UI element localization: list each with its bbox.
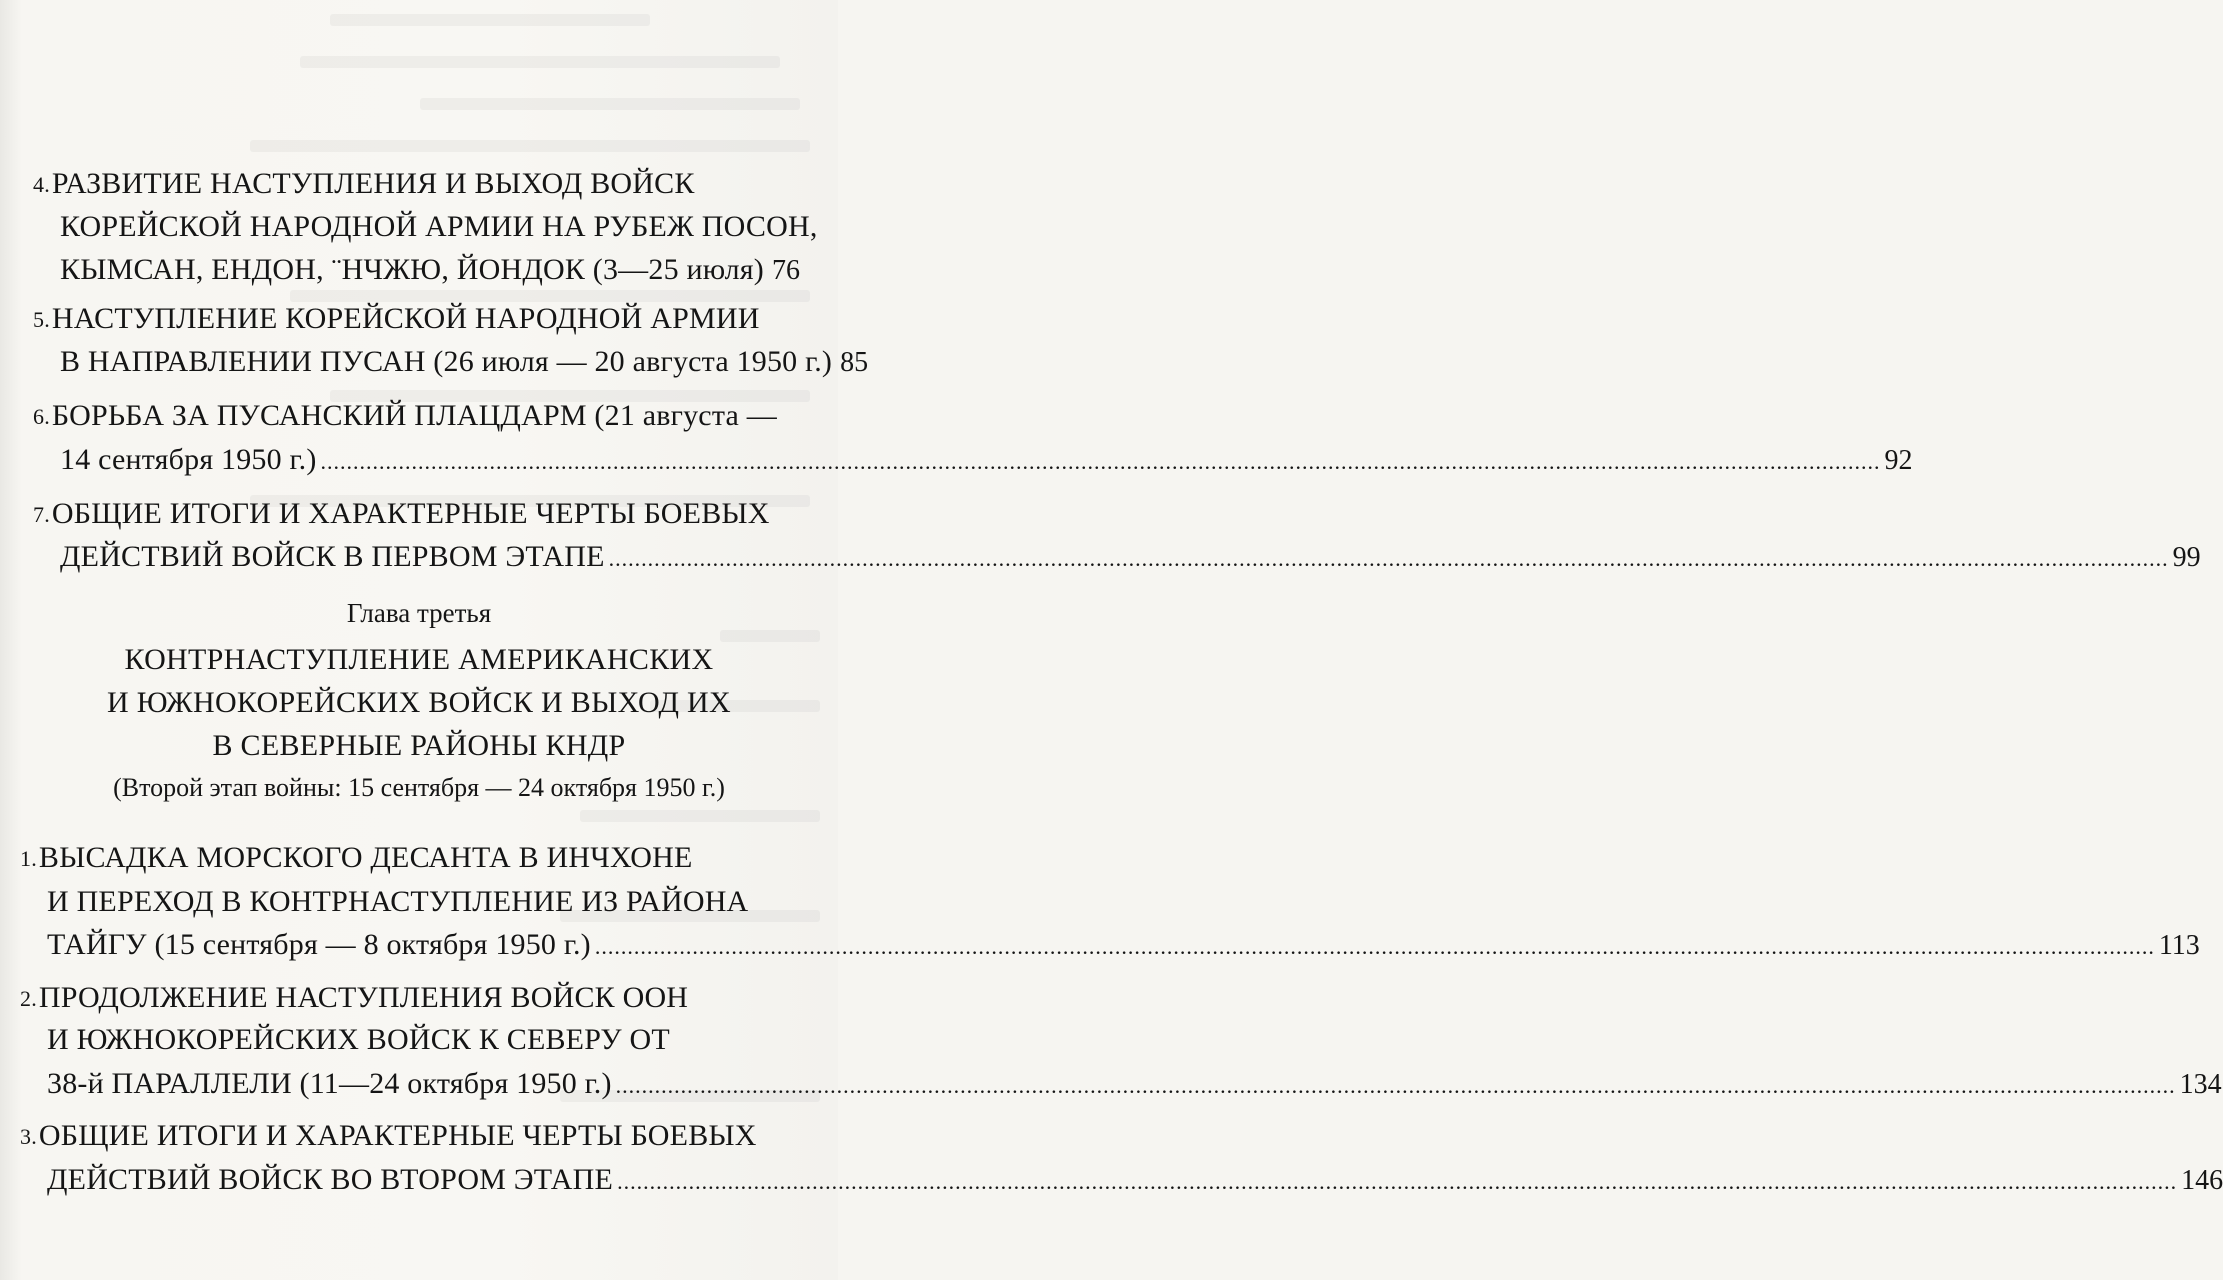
toc-page-number: 134	[2179, 1069, 2222, 1100]
toc-entry-title: ДЕЙСТВИЙ ВОЙСК ВО ВТОРОМ ЭТАПЕ	[47, 1163, 614, 1196]
toc-entry-1-line-1	[0, 838, 838, 878]
toc-entry-title: И ЮЖНОКОРЕЙСКИХ ВОЙСК К СЕВЕРУ ОТ	[47, 1023, 670, 1056]
toc-entry-title: 38-й ПАРАЛЛЕЛИ (11—24 октября 1950 г.)	[47, 1067, 612, 1100]
toc-entry-2-line-1	[0, 978, 838, 1018]
toc-entry-1-line-3	[0, 925, 2200, 965]
toc-entry-2-line-2	[0, 1020, 838, 1060]
toc-entry-title: 14 сентября 1950 г.)	[60, 443, 317, 476]
toc-entry-5-line-1	[0, 299, 838, 339]
toc-entry-1-line-2	[0, 882, 838, 922]
show-through-line	[420, 98, 800, 110]
toc-entry-title: ДЕЙСТВИЙ ВОЙСК В ПЕРВОМ ЭТАПЕ	[60, 540, 605, 573]
dot-leader	[616, 1066, 2176, 1106]
toc-entry-title: КОРЕЙСКОЙ НАРОДНОЙ АРМИИ НА РУБЕЖ ПОСОН,	[60, 210, 818, 243]
toc-entry-number: 5.	[33, 307, 50, 332]
chapter-title-line-3: В СЕВЕРНЫЕ РАЙОНЫ КНДР	[212, 729, 626, 762]
toc-entry-number: 7.	[33, 502, 50, 527]
toc-entry-number: 4.	[33, 172, 50, 197]
toc-entry-number: 3.	[20, 1124, 37, 1149]
toc-entry-title: НАСТУПЛЕНИЕ КОРЕЙСКОЙ НАРОДНОЙ АРМИИ	[51, 302, 760, 335]
toc-entry-title: ТАЙГУ (15 сентября — 8 октября 1950 г.)	[47, 928, 591, 961]
toc-entry-5-line-2	[0, 342, 869, 382]
toc-entry-3-line-1	[0, 1116, 838, 1156]
toc-entry-4-line-2	[0, 207, 838, 247]
show-through-line	[300, 56, 780, 68]
toc-entry-title: БОРЬБА ЗА ПУСАНСКИЙ ПЛАЦДАРМ (21 августа —	[51, 399, 777, 432]
chapter-label: Глава третья	[346, 598, 492, 628]
toc-entry-title: ОБЩИЕ ИТОГИ И ХАРАКТЕРНЫЕ ЧЕРТЫ БОЕВЫХ	[51, 497, 770, 530]
dot-leader	[321, 442, 1881, 482]
chapter-title-line-2: И ЮЖНОКОРЕЙСКИХ ВОЙСК И ВЫХОД ИХ	[107, 686, 731, 719]
toc-page-number: 146	[2181, 1165, 2223, 1196]
toc-entry-title: И ПЕРЕХОД В КОНТРНАСТУПЛЕНИЕ ИЗ РАЙОНА	[47, 885, 749, 918]
toc-entry-number: 2.	[20, 986, 37, 1011]
toc-entry-number: 6.	[33, 404, 50, 429]
toc-entry-4-line-3	[0, 250, 838, 290]
toc-page-number: 85	[840, 347, 869, 378]
chapter-title-line-1: КОНТРНАСТУПЛЕНИЕ АМЕРИКАНСКИХ	[124, 643, 714, 676]
show-through-line	[250, 140, 810, 152]
toc-entry-6-line-1	[0, 396, 838, 436]
toc-entry-6-line-2	[0, 440, 1913, 480]
toc-page-number: 113	[2158, 930, 2200, 961]
show-through-line	[580, 810, 820, 822]
toc-entry-title: ПРОДОЛЖЕНИЕ НАСТУПЛЕНИЯ ВОЙСК ООН	[38, 981, 689, 1014]
chapter-subtitle: (Второй этап войны: 15 сентября — 24 октября 1950 г.)	[113, 773, 725, 802]
toc-page-number: 92	[1884, 445, 1913, 476]
show-through-line	[330, 14, 650, 26]
dot-leader	[609, 539, 2169, 579]
toc-entry-3-line-2	[0, 1160, 2223, 1200]
toc-entry-2-line-3	[0, 1064, 2222, 1104]
dot-leader	[617, 1162, 2177, 1202]
toc-entry-title: ВЫСАДКА МОРСКОГО ДЕСАНТА В ИНЧХОНЕ	[38, 841, 693, 874]
toc-entry-7-line-1	[0, 494, 838, 534]
dot-leader	[595, 927, 2155, 967]
toc-entry-title: В НАПРАВЛЕНИИ ПУСАН (26 июля — 20 августа 1950 г.)	[60, 345, 833, 378]
toc-page-number: 99	[2172, 542, 2201, 573]
toc-entry-title: КЫМСАН, ЕНДОН, ¨НЧЖЮ, ЙОНДОК (3—25 июля)	[60, 253, 764, 286]
toc-entry-title: ОБЩИЕ ИТОГИ И ХАРАКТЕРНЫЕ ЧЕРТЫ БОЕВЫХ	[38, 1119, 757, 1152]
toc-page-number: 76	[771, 255, 800, 286]
toc-entry-title: РАЗВИТИЕ НАСТУПЛЕНИЯ И ВЫХОД ВОЙСК	[51, 167, 695, 200]
toc-entry-4-line-1	[0, 164, 838, 204]
toc-entry-number: 1.	[20, 846, 37, 871]
toc-entry-7-line-2	[0, 537, 2201, 577]
